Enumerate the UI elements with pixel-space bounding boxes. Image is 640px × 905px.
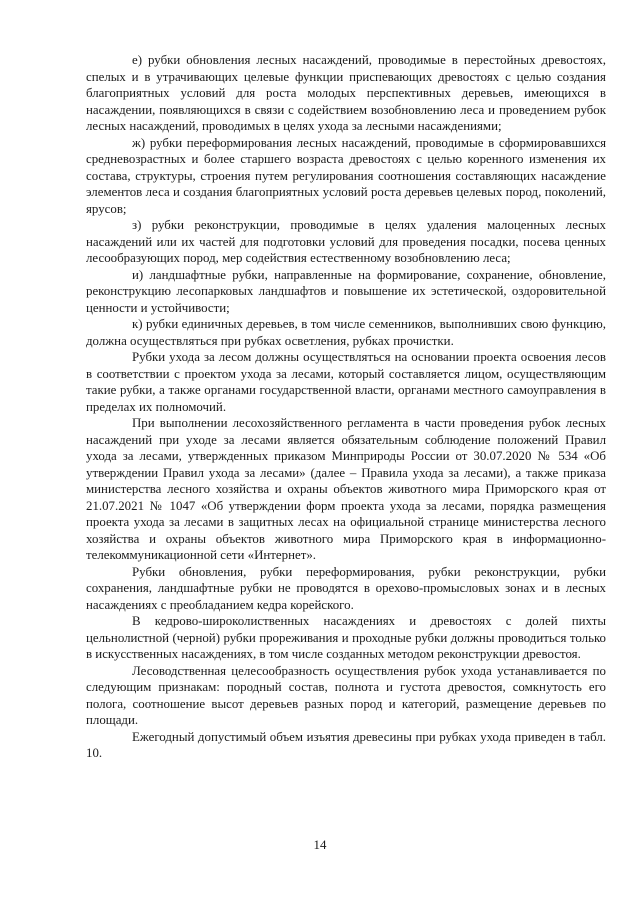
document-body: [86, 52, 606, 762]
paragraph-regulations: При выполнении лесохозяйственного регламента в части проведения рубок лесных насаждений при уходе за лесами является обязательным соблюдение положений Правил ухода за лесами, утвержденных приказом Минприроды России от 30.07.2020 № 534 «Об утверждении Правил ухода за лесами» (далее – Правила ухода за лесами), а также приказа министерства лесного хозяйства и охраны объектов животного мира Приморского края от 21.07.2021 № 1047 «Об утверждении форм проекта ухода за лесами, порядка размещения проекта ухода за лесами в защитных лесах на официальной странице министерства лесного хозяйства и охраны объектов животного мира Приморского края в информационно-телекоммуникационной сети «Интернет».: [86, 416, 606, 562]
paragraph-restrictions: Рубки обновления, рубки переформирования, рубки реконструкции, рубки сохранения, ландшафтные рубки не проводятся в орехово-промысловых зонах и в лесных насаждениях с преобладанием кедра корейского.: [86, 564, 606, 612]
paragraph-item-zh: ж) рубки переформирования лесных насаждений, проводимые в сформировавшихся средневозрастных и более старшего возраста древостоях с целью коренного изменения их состава, структуры, строения путем регулирования соотношения составляющих насаждение элементов леса и создания благоприятных условий роста деревьев целевых пород, поколений, ярусов;: [86, 135, 606, 216]
paragraph-annual-volume: Ежегодный допустимый объем изъятия древесины при рубках ухода приведен в табл. 10.: [86, 729, 606, 760]
paragraph-cedar-stands: В кедрово-широколиственных насаждениях и древостоях с долей пихты цельнолистной (черной) рубки прореживания и проходные рубки должны проводиться только в искусственных насаждениях, в том числе созданных методом реконструкции древостоя.: [86, 614, 606, 661]
paragraph-item-z: з) рубки реконструкции, проводимые в целях удаления малоценных лесных насаждений или их частей для подготовки условий для проведения посадки, посева ценных лесообразующих пород, мер содействия естественному возобновлению леса;: [86, 218, 606, 265]
page-number: 14: [313, 838, 327, 852]
paragraph-item-i: и) ландшафтные рубки, направленные на формирование, сохранение, обновление, реконструкцию лесопарковых ландшафтов и повышение их эстетической, оздоровительной ценности и устойчивости;: [86, 267, 606, 315]
paragraph-silvicultural-criteria: Лесоводственная целесообразность осуществления рубок ухода устанавливается по следующим признакам: породный состав, полнота и густота древостоя, сомкнутость его полога, соотношение высот деревьев разных пород и категорий, размещение деревьев по площади.: [86, 663, 606, 727]
paragraph-item-k: к) рубки единичных деревьев, в том числе семенников, выполнивших свою функцию, должна осуществляться при рубках осветления, рубках прочистки.: [86, 317, 606, 348]
paragraph-care-projects: Рубки ухода за лесом должны осуществляться на основании проекта освоения лесов в соответствии с проектом ухода за лесами, который составляется лицом, осуществляющим такие рубки, а также органами государственной власти, органами местного самоуправления в пределах их полномочий.: [86, 350, 606, 414]
paragraph-item-e: е) рубки обновления лесных насаждений, проводимые в перестойных древостоях, спелых и в утрачивающих целевые функции приспевающих древостоях с целью создания благоприятных условий для роста молодых перспективных деревьев, имеющихся в насаждении, появляющихся в связи с содействием возобновлению леса и проведением рубок лесных насаждений, проводимых в целях ухода за лесными насаждениями;: [86, 53, 606, 133]
